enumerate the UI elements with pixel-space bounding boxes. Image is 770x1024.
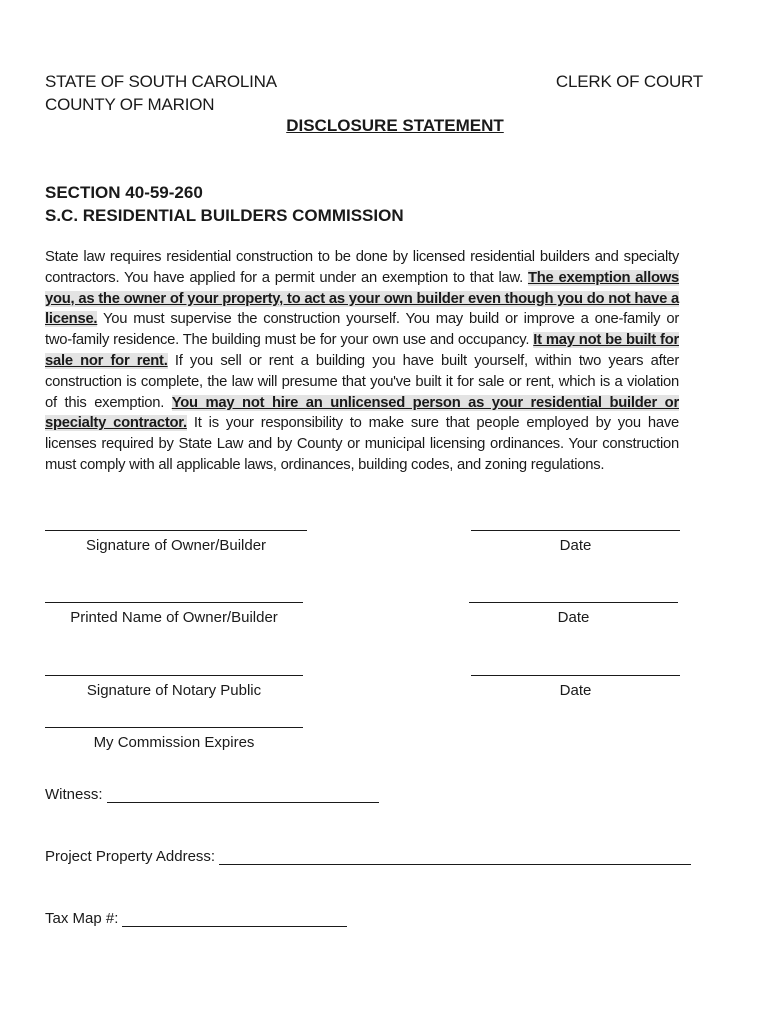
body-text-4: It is your responsibility to make sure that people employed by you have licenses required by State Law and by County or municipal licensing ordinances. Your construction must comply with all applicable laws, ordinances, building codes, and zoning regulations.	[45, 415, 679, 473]
body-text-2: You must supervise the construction yourself. You may build or improve a one-family or two-family residence. The building must be for your own use and occupancy.	[45, 311, 679, 349]
tax-map-field[interactable]	[45, 910, 347, 927]
notary-signature-block[interactable]	[45, 675, 303, 699]
owner-signature-block[interactable]	[45, 530, 307, 554]
not-for-sale-emphasis: It may not be built for sale nor for rent.	[45, 332, 679, 369]
owner-signature-line[interactable]	[45, 530, 307, 531]
state-heading: STATE OF SOUTH CAROLINA	[45, 72, 277, 91]
unlicensed-hire-emphasis: You may not hire an unlicensed person as your residential builder or specialty contractor.	[45, 394, 679, 432]
printed-date-label: Date	[557, 609, 590, 626]
section-number: SECTION 40-59-260	[45, 183, 203, 202]
witness-field[interactable]	[45, 786, 379, 803]
notary-signature-line[interactable]	[45, 675, 303, 676]
exemption-emphasis: The exemption allows you, as the owner of your property, to act as your own builder even though you do not have a license.	[45, 269, 679, 328]
notary-date-label: Date	[559, 682, 592, 699]
section-name: S.C. RESIDENTIAL BUILDERS COMMISSION	[45, 206, 404, 225]
project-address-line[interactable]	[219, 850, 691, 865]
project-address-field[interactable]	[45, 848, 691, 865]
body-text-1: State law requires residential construction to be done by licensed residential builders and specialty contractors. You have applied for a permit under an exemption to that law.	[45, 249, 679, 286]
disclosure-paragraph	[45, 247, 679, 476]
owner-date-line[interactable]	[471, 530, 680, 531]
printed-name-line[interactable]	[45, 602, 303, 603]
commission-expires-label: My Commission Expires	[93, 734, 255, 751]
commission-expires-block[interactable]	[45, 727, 303, 751]
printed-name-label: Printed Name of Owner/Builder	[70, 609, 278, 626]
witness-line[interactable]	[107, 788, 379, 803]
owner-date-block[interactable]	[471, 530, 680, 554]
office-heading: CLERK OF COURT	[555, 72, 703, 91]
project-address-label: Project Property Address:	[45, 848, 216, 865]
witness-label: Witness:	[45, 786, 103, 803]
notary-date-block[interactable]	[471, 675, 680, 699]
county-heading: COUNTY OF MARION	[45, 95, 215, 114]
document-title: DISCLOSURE STATEMENT	[286, 116, 504, 135]
tax-map-label: Tax Map #:	[45, 910, 119, 927]
owner-date-label: Date	[559, 537, 592, 554]
notary-signature-label: Signature of Notary Public	[86, 682, 262, 699]
printed-date-line[interactable]	[469, 602, 678, 603]
printed-date-block[interactable]	[469, 602, 678, 626]
owner-signature-label: Signature of Owner/Builder	[85, 537, 267, 554]
commission-expires-line[interactable]	[45, 727, 303, 728]
printed-name-block[interactable]	[45, 602, 303, 626]
body-text-3: If you sell or rent a building you have built yourself, within two years after construction is complete, the law will presume that you've built it for sale or rent, which is a violation of this exemption.	[45, 352, 679, 411]
notary-date-line[interactable]	[471, 675, 680, 676]
tax-map-line[interactable]	[122, 912, 347, 927]
